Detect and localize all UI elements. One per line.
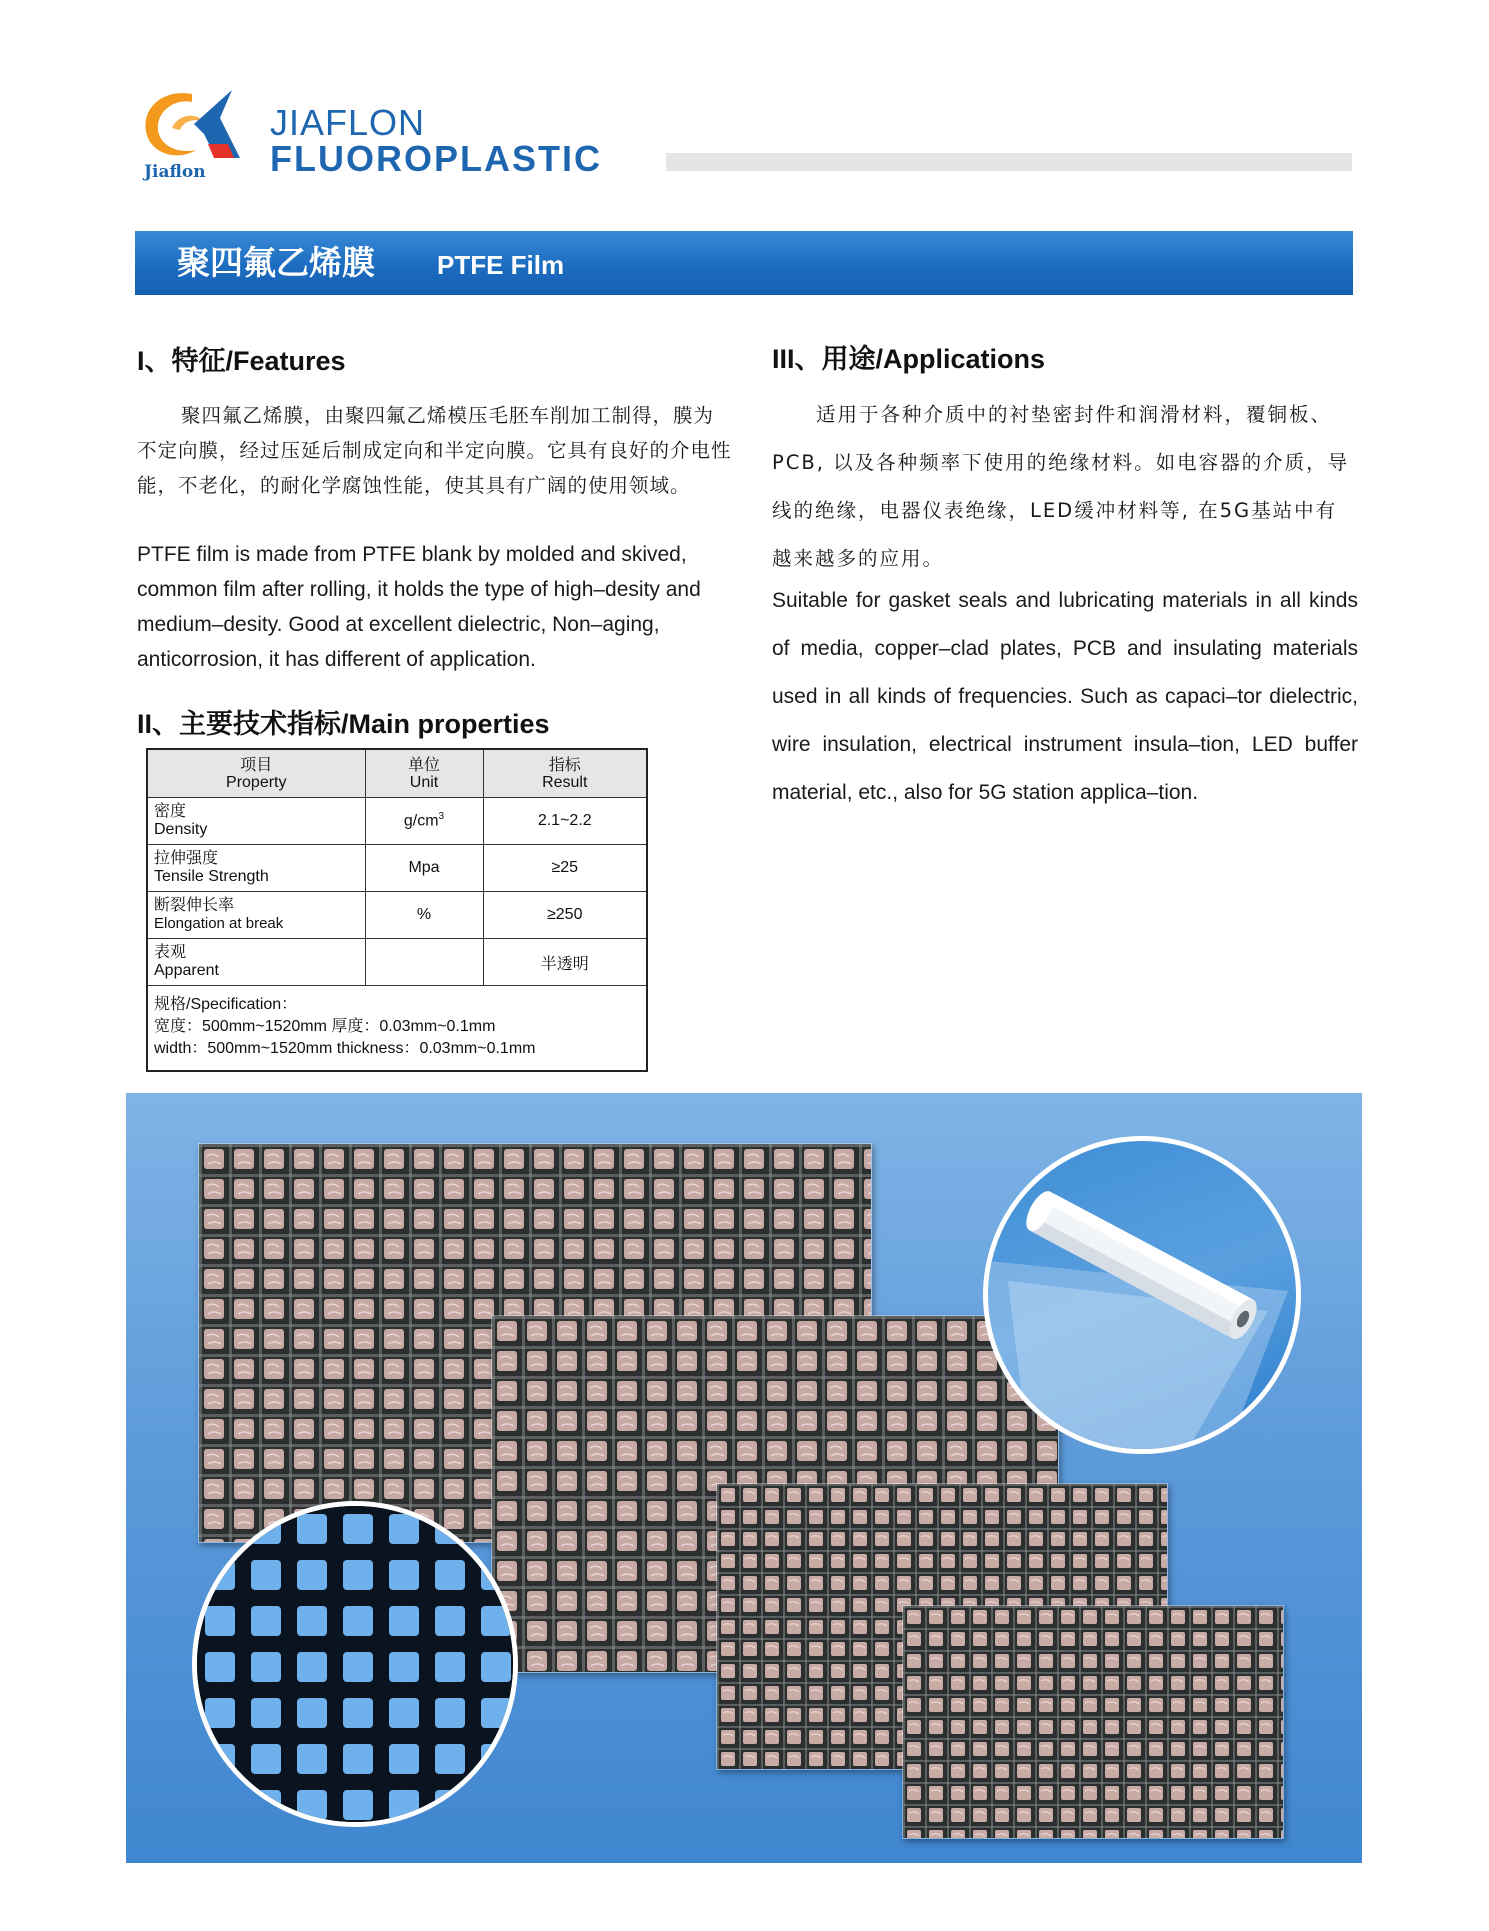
- mesh-sample-4: [902, 1605, 1284, 1839]
- brand-name-line2: FLUOROPLASTIC: [270, 138, 602, 179]
- properties-table: [146, 748, 648, 1072]
- applications-text-zh: 适用于各种介质中的衬垫密封件和润滑材料，覆铜板、PCB, 以及各种频率下使用的绝缘材料。如电容器的介质，导线的绝缘，电器仪表绝缘，LED缓冲材料等, 在5G基站中有越来越多的应用。: [772, 403, 1350, 570]
- title-banner: [135, 231, 1353, 295]
- applications-heading: III、用途/Applications: [772, 344, 1046, 374]
- column-header-result: 指标 Result: [483, 749, 647, 798]
- properties-heading: II、主要技术指标/Main properties: [137, 709, 550, 739]
- ptfe-film-roll-image: [983, 1136, 1301, 1454]
- brand-name-line1: JIAFLON: [270, 102, 426, 143]
- applications-text-en: Suitable for gasket seals and lubricating materials in all kinds of media, copper–clad plates, PCB and insulating materials used in all kinds of frequencies. Such as capaci–tor dielectric, wire insulation, electrical instrument insula–tion, LED buffer material, etc., also for 5G station applica–tion.: [772, 589, 1358, 804]
- logo-wordmark: Jiaflon: [144, 162, 206, 182]
- header-rule: [666, 153, 1352, 171]
- table-row: 密度 Density $g/cm^3$ 2.1~2.2: [147, 798, 647, 845]
- column-header-property: 项目 Property: [147, 749, 365, 798]
- title-chinese: 聚四氟乙烯膜: [177, 243, 375, 282]
- company-logo: [138, 84, 246, 166]
- features-text-zh: 聚四氟乙烯膜，由聚四氟乙烯模压毛胚车削加工制得，膜为不定向膜，经过压延后制成定向和半定向膜。它具有良好的介电性能，不老化，的耐化学腐蚀性能，使其具有广阔的使用领域。: [137, 404, 732, 497]
- table-row: 断裂伸长率 Elongation at break % ≥250: [147, 892, 647, 939]
- features-heading: I、特征/Features: [137, 346, 346, 376]
- features-text-en: PTFE film is made from PTFE blank by molded and skived, common film after rolling, it holds the type of high–desity and medium–desity. Good at excellent dielectric, Non–aging, anticorrosion, it has different of application.: [137, 543, 701, 671]
- table-row: 拉伸强度 Tensile Strength Mpa ≥25: [147, 845, 647, 892]
- specification-row: 规格/Specification： 宽度：500mm~1520mm 厚度：0.03mm~0.1mm width：500mm~1520mm thickness：0.03mm~0.1mm: [147, 986, 647, 1072]
- mesh-zoom-image: [192, 1501, 518, 1827]
- column-header-unit: 单位 Unit: [365, 749, 483, 798]
- product-image-panel: [126, 1093, 1362, 1863]
- table-row: 表观 Apparent 半透明: [147, 939, 647, 986]
- title-english: PTFE Film: [437, 250, 565, 280]
